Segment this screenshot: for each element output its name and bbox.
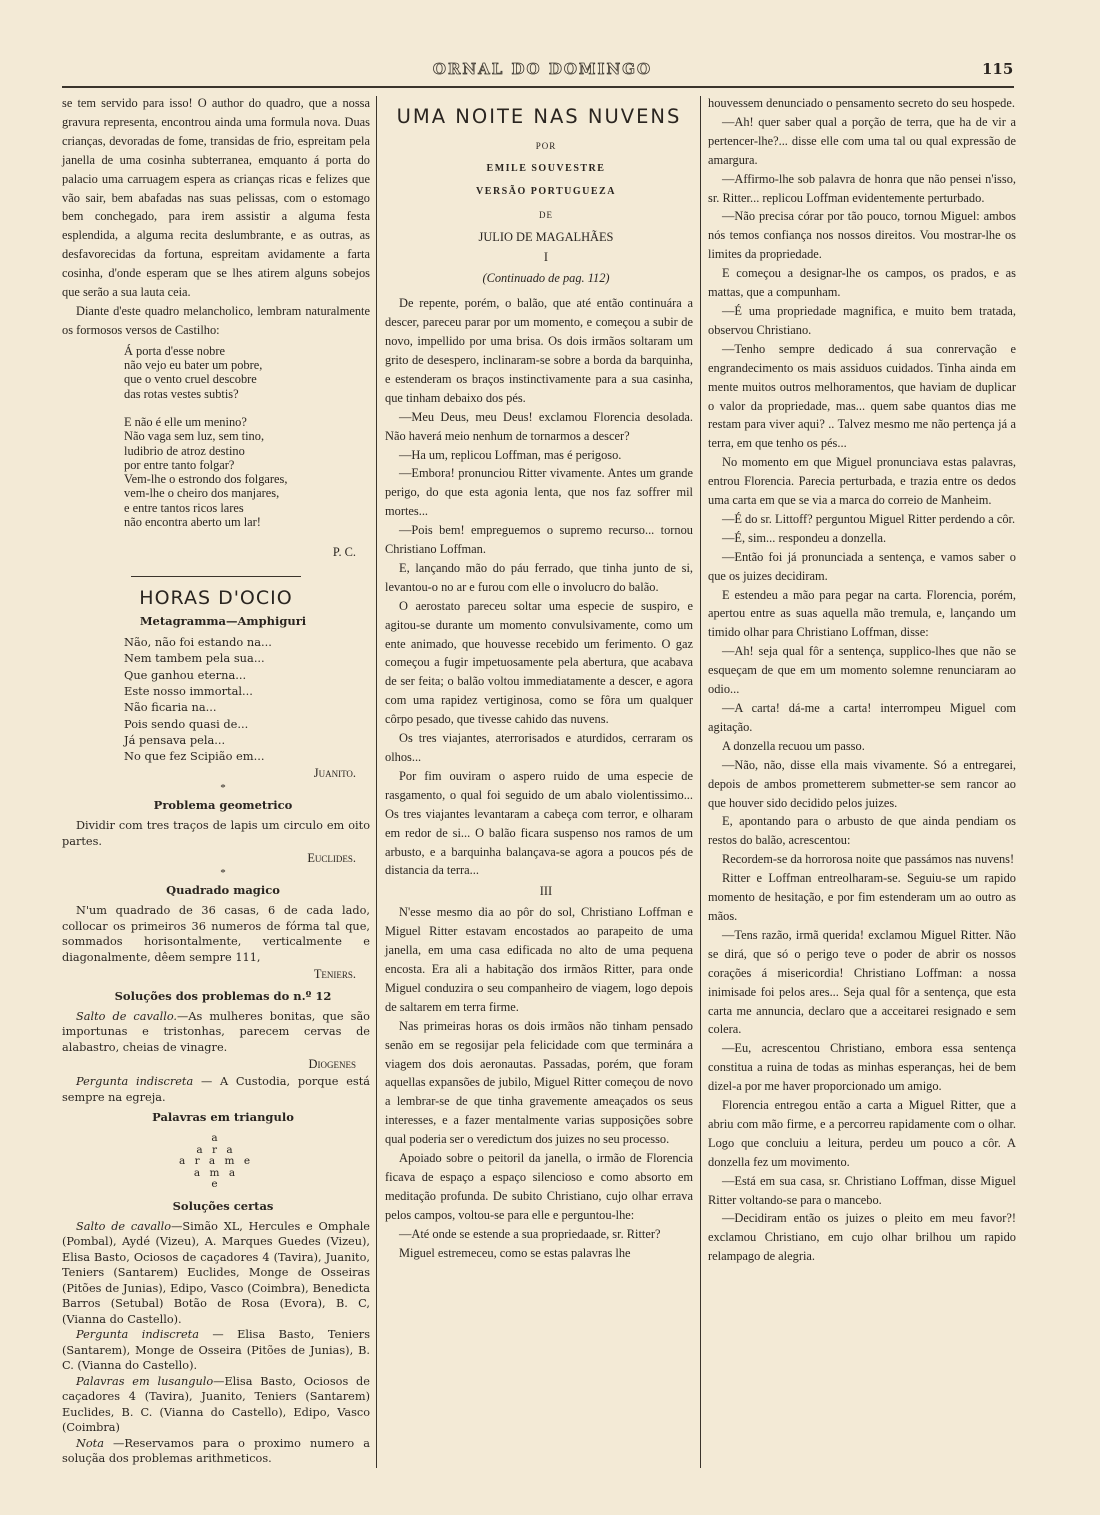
poem — [124, 344, 370, 530]
poem-line: não vejo eu bater um pobre, — [124, 358, 263, 373]
paragraph: E estendeu a mão para pegar na carta. Florencia, porém, apertou entre as suas aquella mão tremula, e, lançando um timido olhar para Christiano Loffman, disse: — [708, 587, 1016, 640]
metagramma-lines — [124, 634, 370, 764]
paragraph: —Tenho sempre dedicado á sua conrervação e engrandecimento os mais assiduos cuidados. Tinha ainda em mente muitos outros melhoramentos, que haviam de duplicar o valor da propriedade, mas... quem sabe quantos dias me restam para viver aqui? .. Talvez mesmo me não pertença já a terra, em que tenho os pés... — [708, 341, 1016, 451]
paragraph: se tem servido para isso! O author do quadro, que a nossa gravura representa, encontrou ainda uma formula nova. Duas crianças, devoradas de fome, transidas de frio, espreitam pela janella de uma cosinha subterranea, emquanto á porta do palacio uma carruagem espera as crianças ricas e felizes que vão sair, bem abafadas nas suas pelissas, com o estomago bem conchegado, para irem assistir a alguma festa esplendida, a alguma recita deslumbrante, e as outras, as desfavorecidas da fortuna, espreitam avidamente a farta cosinha, d'onde esperam que se lhes atirem alguns sobejos que serão a sua lauta ceia. — [62, 96, 370, 300]
paragraph: Miguel estremeceu, como se estas palavras lhe — [399, 1245, 631, 1260]
paragraph: —Está em sua casa, sr. Christiano Loffman, disse Miguel Ritter voltando-se para o mancebo. — [708, 1173, 1016, 1207]
paragraph-lead: Palavras em lusangulo — [76, 1374, 214, 1388]
paragraph — [62, 1374, 370, 1436]
column-3 — [708, 94, 1016, 1266]
metagramma-line: Não ficaria na... — [124, 700, 217, 715]
column-1 — [62, 94, 370, 1467]
paragraph: —Até onde se estende a sua propriedaade, sr. Ritter? — [399, 1226, 661, 1241]
byline-word: DE — [539, 209, 553, 220]
subheading: Palavras em triangulo — [152, 1110, 294, 1125]
paragraph-lead: Pergunta indiscreta — [76, 1075, 194, 1089]
poem-line: Vem-lhe o estrondo dos folgares, — [124, 472, 288, 487]
stanza — [124, 415, 370, 529]
paragraph: —Não precisa córar por tão pouco, tornou Miguel: ambos nós temos confiança nos nossos direitos. Vou mostrar-lhe os limites da propriedade. — [708, 209, 1016, 262]
column-2 — [385, 94, 693, 1262]
page-number: 115 — [982, 60, 1014, 78]
metagramma-line: Já pensava pela... — [124, 732, 226, 747]
paragraph: E, lançando mão do páu ferrado, que tinha junto de si, levantou-o no ar e furou com elle o involucro do balão. — [385, 560, 693, 594]
subheading: Soluções dos problemas do n.º 12 — [114, 988, 332, 1003]
section-heading: HORAS D'OCIO — [139, 587, 293, 610]
paragraph: —É do sr. Littoff? perguntou Miguel Ritter perdendo a côr. — [722, 511, 1016, 526]
section-rule — [131, 576, 301, 577]
poem-line: não encontra aberto um lar! — [124, 515, 261, 530]
paragraph-text: —Simão XL, Hercules e Omphale (Pombal), Aydé (Vizeu), A. Marques Guedes (Vizeu), Elisa Basto, Ociosos de caçadores 4 (Tavira), Juanito, Teniers (Santarem) Euclides, Monge de Osseiras (Pitões de Junias), Edipo, Vasco (Coimbra), Benedicta Barros (Setubal) Botão de Rosa (Evora), B. C, (Vianna do Castello). — [62, 1219, 370, 1326]
paragraph: —Não, não, disse ella mais vivamente. Só a entregarei, depois de ambos prometterem submetter-se sem rancor ao que houver sido decidido pelos juizes. — [708, 757, 1016, 810]
paragraph — [62, 1009, 370, 1056]
metagramma-line: No que fez Scipião em... — [124, 749, 265, 764]
triangle-row: a r a — [196, 1143, 236, 1156]
paragraph: —Embora! pronunciou Ritter vivamente. Antes um grande perigo, do que esta agonia lenta, que nos faz soffrer mil mortes... — [385, 466, 693, 519]
paragraph: houvessem denunciado o pensamento secreto do seu hospede. — [708, 96, 1015, 110]
paragraph: Ritter e Loffman entreolharam-se. Seguiu-se um rapido momento de hesitação, e por fim estenderam um ao outro as mãos. — [708, 871, 1016, 923]
signature: Euclides. — [307, 851, 356, 866]
paragraph: Recordem-se da horrorosa noite que passámos nas nuvens! — [722, 852, 1015, 867]
paragraph: Diante d'este quadro melancholico, lembram naturalmente os formosos versos de Castilho: — [62, 303, 370, 337]
poem-line: E não é elle um menino? — [124, 414, 247, 429]
paragraph: Apoiado sobre o peitoril da janella, o irmão de Florencia ficava de espaço a espaço silencioso e como absorto em meditação profunda. De subito Christiano, cujo olhar errava pelos campos, voltou-se para elle e perguntou-lhe: — [385, 1151, 693, 1222]
poem-line: ludibrio de atroz destino — [124, 443, 245, 458]
subheading: Metagramma—Amphiguri — [139, 614, 307, 629]
column-divider — [376, 96, 377, 1468]
paragraph: Por fim ouviram o aspero ruido de uma especie de rasgamento, o qual foi seguido de um abalo violentissimo... Os tres viajantes levantaram a cabeça com terror, e olharam em redor de si... O balão ficara suspenso nos ramos de um arbusto, e a barquinha balançava-se agora a poucos pés de distancia da terra... — [385, 768, 693, 878]
signature: Teniers. — [313, 967, 356, 982]
separator-asterisk: * — [220, 782, 226, 795]
metagramma-line: Que ganhou eterna... — [124, 667, 247, 682]
paragraph: Nas primeiras horas os dois irmãos não tinham pensado senão em se regosijar pela felicidade com que terminára a viagem dos dois aeronautas. Passadas, porém, que foram aquellas expansões de jubilo, Miguel Ritter começou de novo a lembrar-se de que tinha gravemente ameaçados os seus interesses, e a fazer mentalmente varias supposições sobre qual poderia ser o veredictum dos juizes no seu processo. — [385, 1018, 693, 1147]
paragraph-lead: Salto de cavallo. — [76, 1009, 178, 1023]
newspaper-title: ORNAL DO DOMINGO — [432, 60, 653, 78]
paragraph: Florencia entregou então a carta a Miguel Ritter, que a abriu com mão firme, e a percorreu rapidamente com o olhar. Logo que concluiu a leitura, perdeu um pouco a côr. A donzella fez um movimento. — [708, 1098, 1016, 1169]
paragraph-lead: Salto de cavallo — [76, 1219, 172, 1233]
paragraph: Os tres viajantes, aterrorisados e aturdidos, cerraram os olhos... — [385, 731, 693, 764]
continuation-note: (Continuado de pag. 112) — [482, 271, 610, 286]
paragraph: De repente, porém, o balão, que até então continuára a descer, pareceu parar por um momento, e começou a subir de novo, impellido por uma brisa. Os dois irmãos soltaram um grito de desespero, inclinaram-se sobre a borda da barquinha, e estenderam os braços instinctivamente para a sua casinha, que tinham debaixo dos pés. — [385, 296, 693, 405]
paragraph-text: N'um quadrado de 36 casas, 6 de cada lado, collocar os primeiros 36 numeros de fórma tal que, sommados horisontalmente, verticalmente e diagonalmente, dêem sempre 111, — [62, 904, 370, 964]
triangle-row: e — [211, 1178, 221, 1191]
centered-text: I — [543, 250, 549, 265]
column-divider — [700, 96, 701, 1468]
word-triangle — [62, 1133, 370, 1191]
paragraph: E começou a designar-lhe os campos, os prados, e as mattas, que a compunham. — [708, 266, 1016, 300]
subheading: Quadrado magico — [166, 883, 280, 898]
paragraph-text: — Elisa Basto, Teniers (Santarem), Monge de Osseira (Pitões de Junias), B. C. (Vianna do Castello). — [62, 1328, 371, 1373]
byline-name: EMILE SOUVESTRE — [486, 162, 606, 174]
paragraph-text: —As mulheres bonitas, que são importunas e tristonhas, parecem cervas de alabastro, cheias de vinagre. — [62, 1009, 370, 1054]
paragraph: O aerostato pareceu soltar uma especie de suspiro, e agitou-se durante um momento convulsivamente, como um ente animado, que houvesse recebido um ferimento. O gaz começou a fugir impetuosamente pela abertura, que acabava de ser feita; o balão voltou immediatamente a descer, e agora com uma rapidez vertiginosa, como se fôra um qualquer côrpo pesado, que tivesse cahido das nuvens. — [385, 598, 693, 727]
triangle-row: a — [211, 1132, 221, 1145]
paragraph: —Eu, acrescentou Christiano, embora essa sentença constitua a ruina de todas as minhas esperanças, hei de bem dizel-a por me haver proporcionado um amigo. — [708, 1041, 1016, 1094]
paragraph: —Ah! seja qual fôr a sentença, supplico-lhes que não se esqueçam de que em um momento solemne renunciaram ao odio... — [708, 644, 1016, 697]
signature: P. C. — [332, 545, 356, 560]
paragraph: —Decidiram então os juizes o pleito em meu favor?! exclamou Christiano, em cujo olhar brilhou um rapido relampago de alegria. — [708, 1211, 1016, 1264]
subheading: Soluções certas — [172, 1198, 274, 1213]
paragraph-text: —Elisa Basto, Ociosos de caçadores 4 (Tavira), Juanito, Teniers (Santarem) Euclides, B. C. (Vianna do Castello), Edipo, Vasco (Coimbra) — [62, 1374, 370, 1435]
paragraph: —É, sim... respondeu a donzella. — [722, 530, 887, 545]
signature: Diogenes — [308, 1057, 356, 1072]
paragraph — [62, 903, 370, 965]
paragraph: —Affirmo-lhe sob palavra de honra que não pensei n'isso, sr. Ritter... replicou Loffman evidentemente perturbado. — [708, 171, 1016, 205]
poem-line: Á porta d'esse nobre — [124, 343, 225, 358]
paragraph — [62, 1074, 370, 1105]
stanza — [124, 344, 370, 401]
poem-line: vem-lhe o cheiro dos manjares, — [124, 486, 280, 501]
paragraph: —A carta! dá-me a carta! interrompeu Miguel com agitação. — [708, 701, 1016, 734]
metagramma-line: Nem tambem pela sua... — [124, 651, 265, 666]
header-rule — [62, 86, 1014, 88]
paragraph: —Ah! quer saber qual a porção de terra, que ha de vir a pertencer-lhe?... disse elle com uma tal ou qual expressão de amargura. — [708, 114, 1016, 167]
paragraph: —É uma propriedade magnifica, e muito bem tratada, observou Christiano. — [708, 303, 1016, 337]
paragraph-text: Dividir com tres traços de lapis um circulo em oito partes. — [62, 819, 370, 848]
paragraph-lead: Nota — [76, 1436, 104, 1450]
poem-line: e entre tantos ricos lares — [124, 500, 244, 515]
paragraph — [62, 1327, 370, 1374]
paragraph: A donzella recuou um passo. — [722, 738, 865, 753]
paragraph-text: —Reservamos para o proximo numero a soluçãa dos problemas arithmeticos. — [62, 1436, 370, 1466]
separator-asterisk: * — [220, 867, 226, 880]
paragraph: —Então foi já pronunciada a sentença, e vamos saber o que os juizes decidiram. — [708, 549, 1016, 583]
metagramma-line: Este nosso immortal... — [124, 683, 253, 698]
subheading: Problema geometrico — [153, 798, 293, 813]
paragraph — [62, 1436, 370, 1467]
paragraph — [62, 1219, 370, 1328]
paragraph — [62, 818, 370, 849]
paragraph: —Meu Deus, meu Deus! exclamou Florencia desolada. Não haverá meio nenhum de tornarmos a descer? — [385, 409, 693, 443]
paragraph: E, apontando para o arbusto de que ainda pendiam os restos do balão, acrescentou: — [708, 814, 1016, 848]
byline-name: VERSÃO PORTUGUEZA — [476, 185, 616, 197]
triangle-row: a m a — [193, 1166, 239, 1179]
centered-text: JULIO DE MAGALHÃES — [478, 229, 614, 244]
article-title: UMA NOITE NAS NUVENS — [396, 105, 682, 128]
metagramma-line: Pois sendo quasi de... — [124, 716, 249, 731]
paragraph: —Ha um, replicou Loffman, mas é perigoso. — [399, 447, 622, 462]
poem-line: que o vento cruel descobre — [124, 372, 257, 387]
paragraph: N'esse mesmo dia ao pôr do sol, Christiano Loffman e Miguel Ritter estavam encostados ao parapeito de uma janella, em uma casa edificada no alto de uma pequena encosta. Era ali a habitação dos irmãos Ritter, para onde Miguel conduzira o seu companheiro de viagem, logo depois de saltarem em terra firme. — [385, 905, 693, 1014]
poem-line: das rotas vestes subtis? — [124, 386, 239, 401]
paragraph: —Pois bem! empreguemos o supremo recurso... tornou Christiano Loffman. — [385, 523, 693, 557]
paragraph-lead: Pergunta indiscreta — [76, 1328, 199, 1342]
metagramma-line: Não, não foi estando na... — [124, 635, 272, 650]
centered-text: III — [539, 884, 553, 899]
paragraph: —Tens razão, irmã querida! exclamou Miguel Ritter. Não se dirá, que só o perigo teve o poder de abrir os nossos corações á misericordia! Christiano Loffman: a nossa inimisade foi pelos ares... Seja qual fôr a sentença, que esta carta me annuncia, declaro que a acceitarei resignado e sem colera. — [708, 927, 1016, 1037]
signature: Juanito. — [313, 766, 356, 781]
triangle-row: a r a m e — [178, 1155, 254, 1168]
paragraph-text: — A Custodia, porque está sempre na egreja. — [62, 1075, 370, 1104]
poem-line: Não vaga sem luz, sem tino, — [124, 429, 265, 444]
paragraph: No momento em que Miguel pronunciava estas palavras, entrou Florencia. Parecia perturbada, e trazia entre os dedos uma carta em que se via a marca do correio de Manheim. — [708, 455, 1016, 508]
byline-word: POR — [535, 140, 557, 151]
poem-line: por entre tanto folgar? — [124, 457, 235, 472]
